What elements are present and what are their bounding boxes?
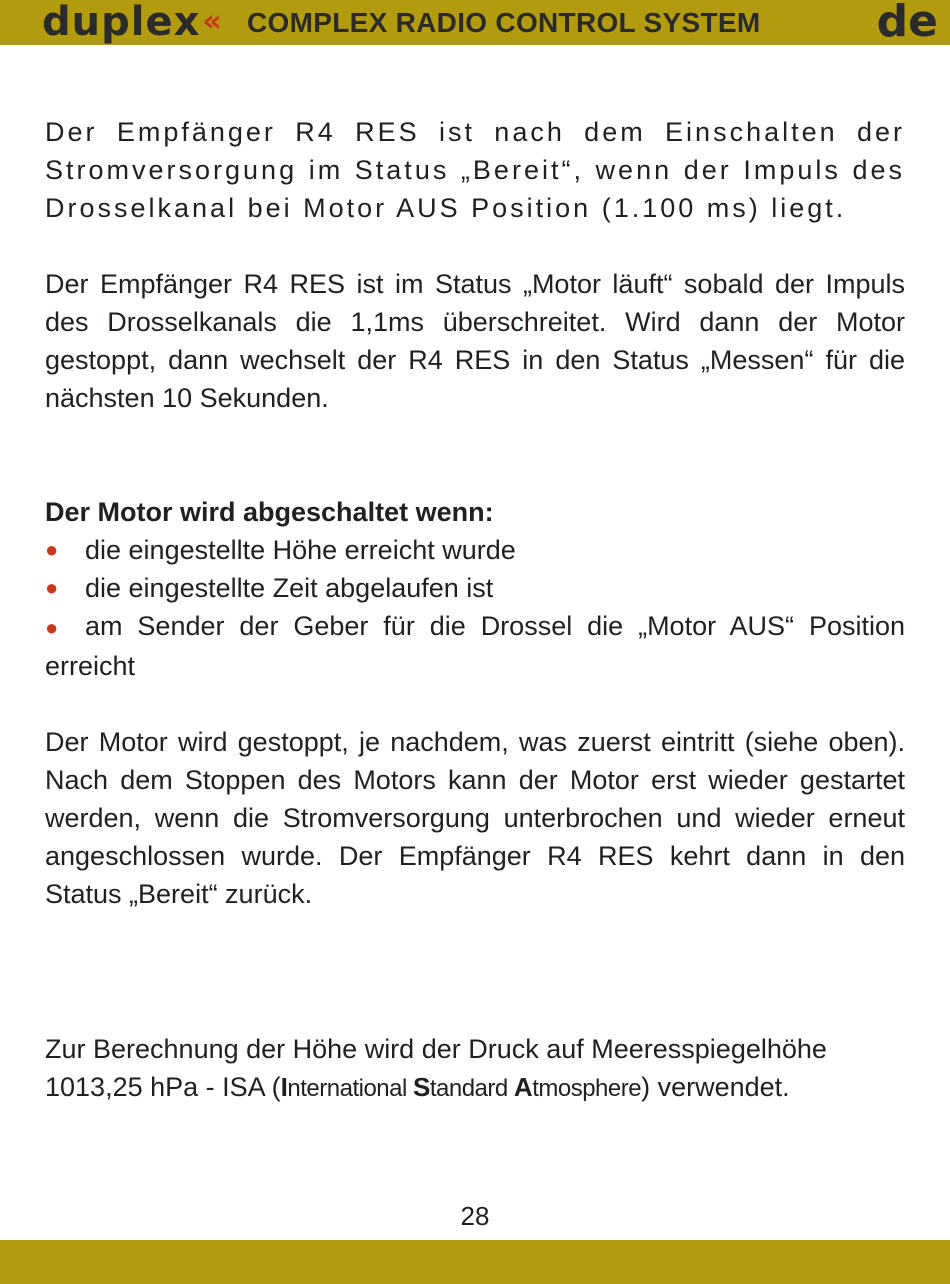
section-heading: Der Motor wird abgeschaltet wenn: [45,497,494,527]
duplex-logo [42,0,216,45]
isa-word-international: nternational [287,1075,413,1102]
logo-chevrons-icon: « [202,4,216,39]
page-content [45,113,905,913]
list-item-text: die eingestellte Höhe erreicht wurde [85,535,516,565]
paragraph-ready-status: Der Empfänger R4 RES ist nach dem Einschalten der Stromversorgung im Status „Bereit“, wenn der Impuls des Drosselkanal bei Motor AUS Position (1.100 ms) liegt. [45,117,905,223]
list-item [45,569,905,607]
bullet-icon: ● [45,615,59,640]
isa-expansion [280,1072,642,1102]
note-suffix: ) verwendet. [641,1072,790,1102]
note-prefix: Zur Berechnung der Höhe wird der Druck auf Meeresspiegelhöhe 1013,25 hPa - ISA ( [45,1034,827,1102]
page-number: 28 [460,1201,490,1231]
isa-word-standard: tandard [429,1075,514,1102]
list-item-text: die eingestellte Zeit abgelaufen ist [85,573,494,603]
language-code: de [876,0,938,47]
paragraph-motor-running: Der Empfänger R4 RES ist im Status „Motor läuft“ sobald der Impuls des Drosselkanals die 1,1ms überschreitet. Wird dann der Motor gestoppt, dann wechselt der R4 RES in den Status „Messen“ für die nächsten 10 Sekunden. [45,269,905,413]
bullet-icon: ● [45,575,59,600]
isa-letter-s: S [413,1072,430,1102]
paragraph-motor-stop: Der Motor wird gestoppt, je nachdem, was zuerst eintritt (siehe oben). Nach dem Stoppen des Motors kann der Motor erst wieder gestartet werden, wenn die Stromversorgung unterbrochen und wieder erneut angeschlossen wurde. Der Empfänger R4 RES kehrt dann in den Status „Bereit“ zurück. [45,727,905,909]
isa-letter-i: I [280,1072,288,1102]
isa-letter-a: A [513,1072,533,1102]
bullet-icon: ● [45,537,59,562]
list-item-text: am Sender der Geber für die Drossel die „Motor AUS“ Position erreicht [45,611,905,681]
isa-word-atmosphere: tmosphere [532,1075,642,1102]
header-bar [0,0,950,45]
pressure-note [45,1030,905,1108]
logo-text: duplex [42,0,201,45]
list-item [45,607,905,685]
footer-bar [0,1240,950,1284]
header-title: COMPLEX RADIO CONTROL SYSTEM [247,7,761,38]
list-item [45,531,905,569]
